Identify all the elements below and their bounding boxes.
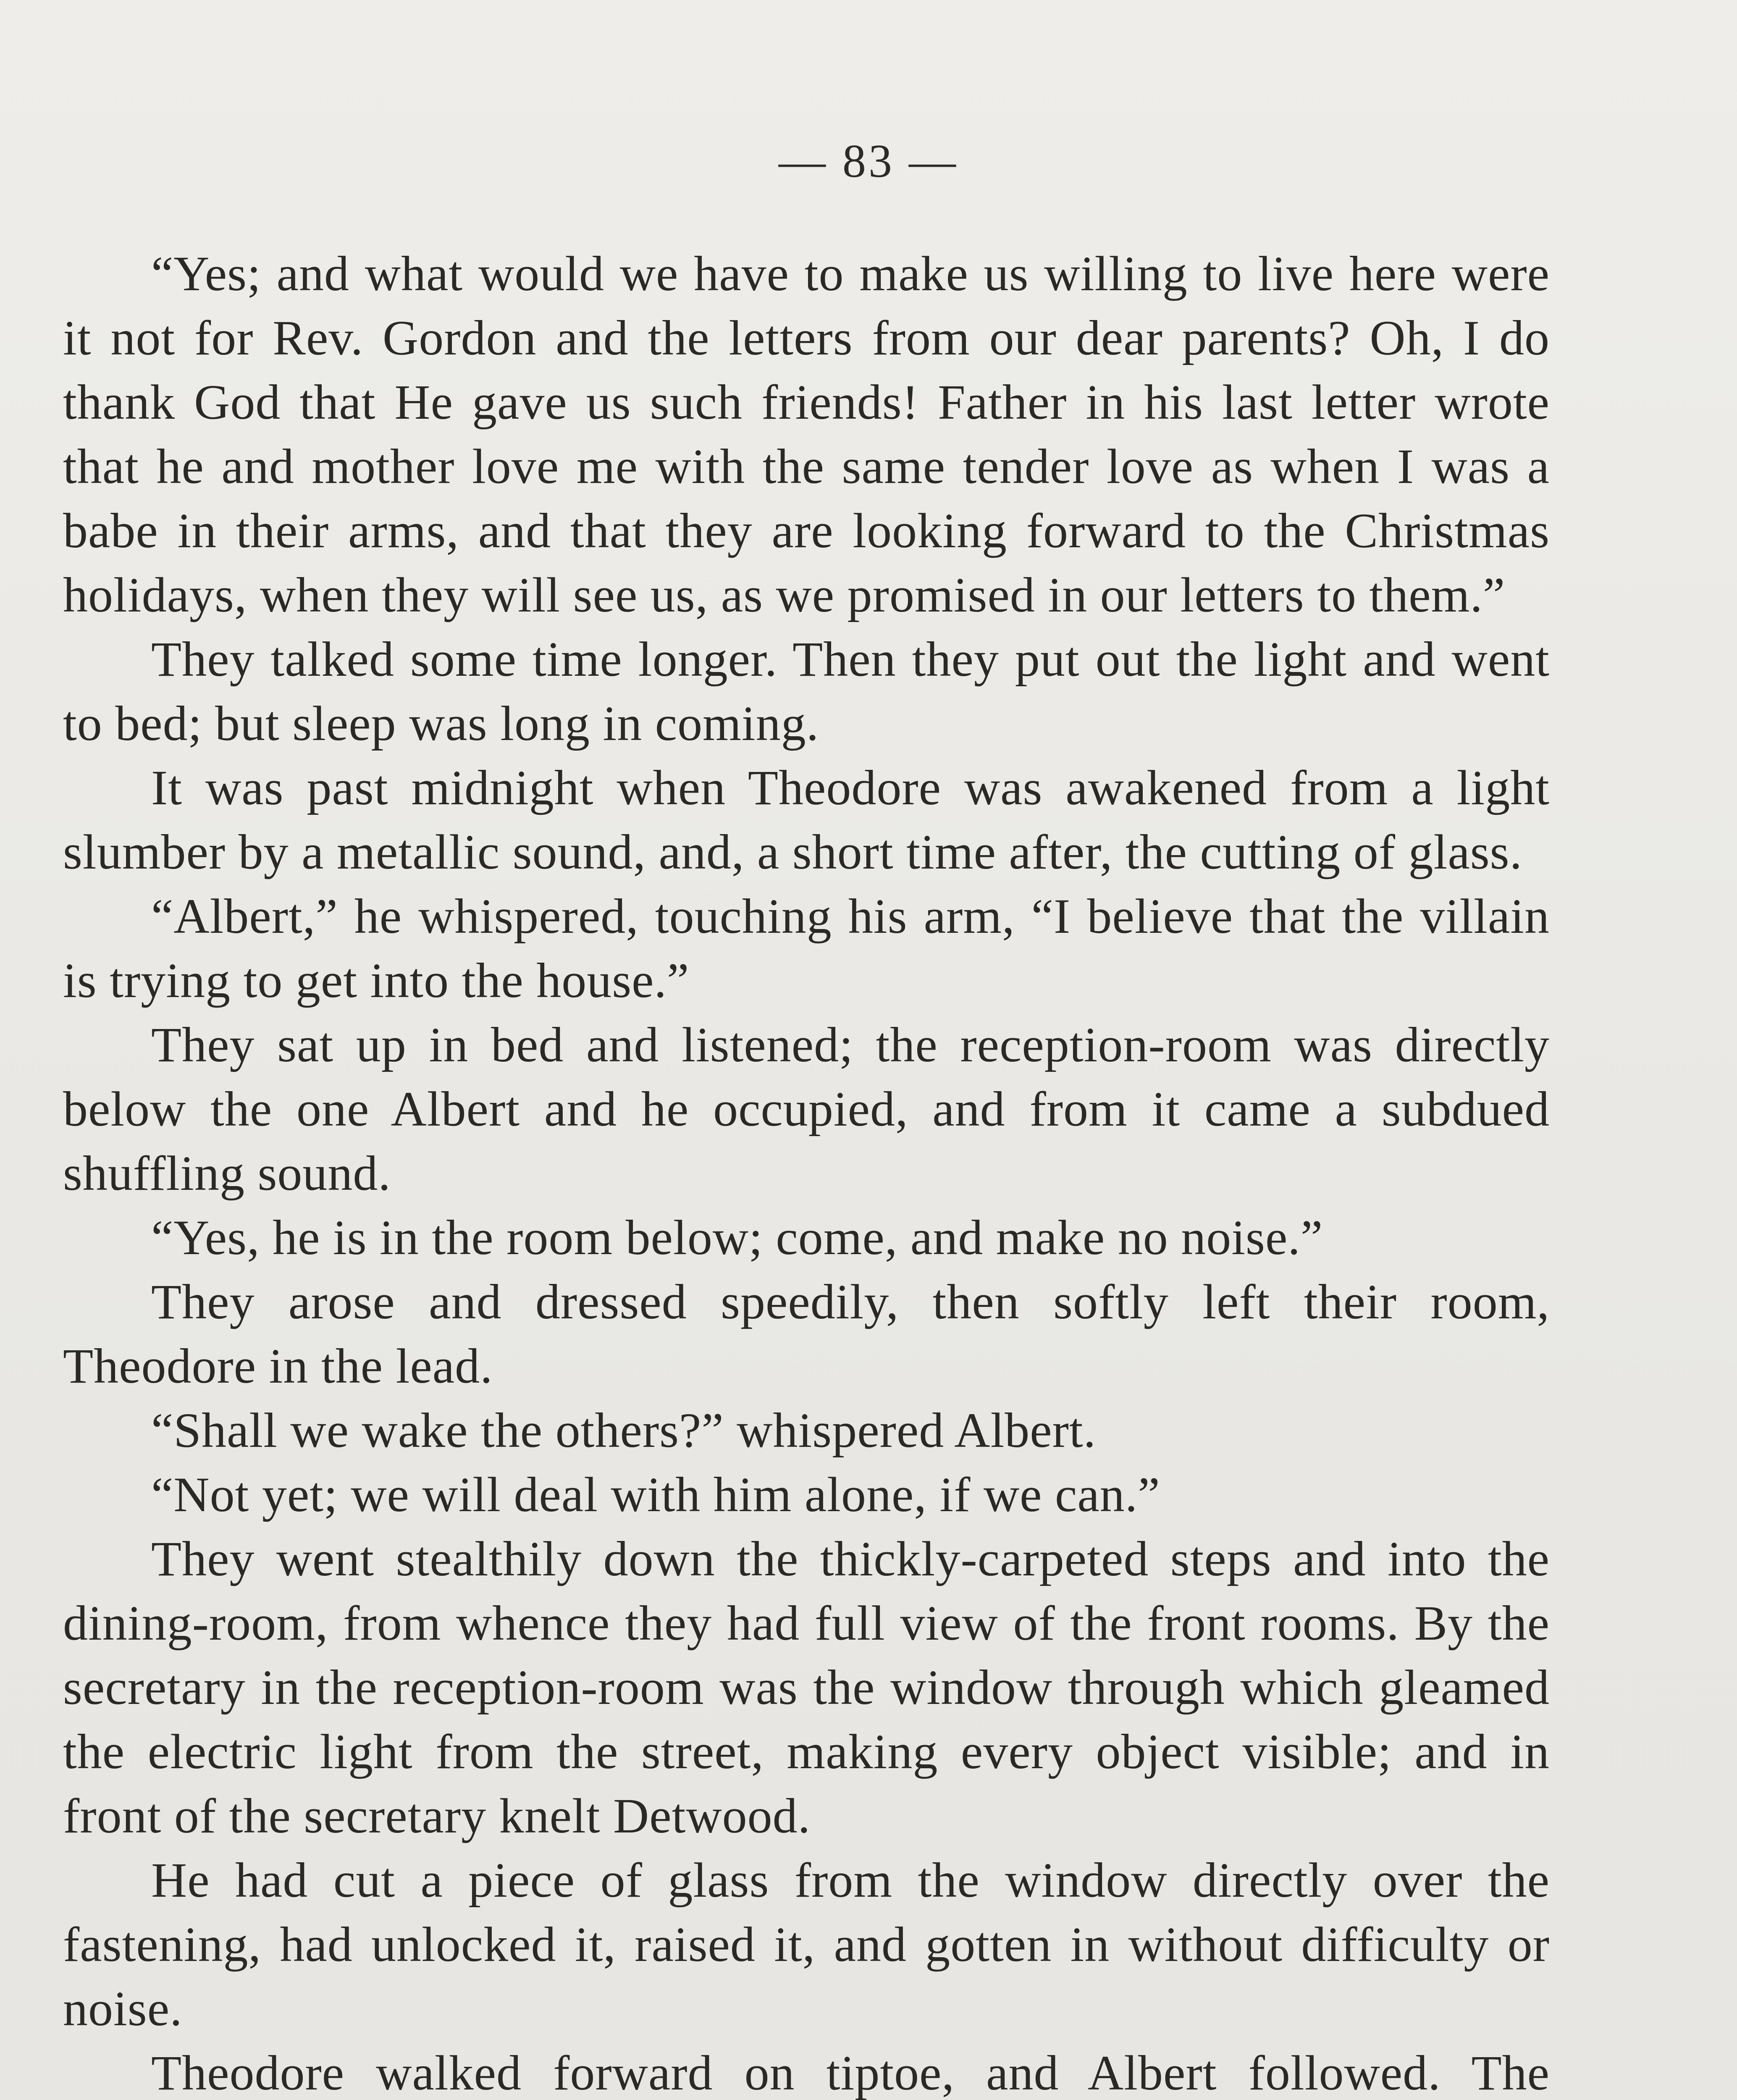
paragraph: “Albert,” he whispered, touching his arm, “I believe that the villain is trying to get into the house.” (63, 889, 1550, 1008)
paragraph: They arose and dressed speedily, then softly left their room, Theodore in the lead. (63, 1274, 1550, 1394)
paragraph: It was past midnight when Theodore was awakened from a light slumber by a metallic sound, and, a short time after, the cutting of glass. (63, 760, 1550, 879)
paragraph: They talked some time longer. Then they put out the light and went to bed; but sleep was long in coming. (63, 632, 1550, 751)
paragraph: He had cut a piece of glass from the window directly over the fastening, had unlocked it, raised it, and gotten in without difficulty or noise. (63, 1853, 1550, 2036)
body-text (63, 242, 1550, 2100)
page-number: — 83 — (779, 135, 958, 187)
paragraph: “Yes; and what would we have to make us willing to live here were it not for Rev. Gordon and the letters from our dear parents? Oh, I do thank God that He gave us such friends! Father in his last letter wrote that he and mother love me with the same tender love as when I was a babe in their arms, and that they are looking forward to the Christmas holidays, when they will see us, as we promised in our letters to them.” (63, 246, 1550, 622)
paragraph: “Yes, he is in the room below; come, and make no noise.” (151, 1210, 1323, 1265)
paragraph: They sat up in bed and listened; the reception-room was directly below the one Albert and he occupied, and from it came a subdued shuffling sound. (63, 1017, 1550, 1201)
paragraph: “Shall we wake the others?” whispered Albert. (151, 1403, 1097, 1458)
paragraph: “Not yet; we will deal with him alone, if we can.” (151, 1467, 1160, 1522)
paragraph: They went stealthily down the thickly-carpeted steps and into the dining-room, from whence they had full view of the front rooms. By the secretary in the reception-room was the window through which gleamed the electric light from the street, making every object visible; and in front of the secretary knelt Detwood. (63, 1531, 1550, 1843)
paragraph: Theodore walked forward on tiptoe, and Albert followed. The (151, 2045, 1550, 2100)
